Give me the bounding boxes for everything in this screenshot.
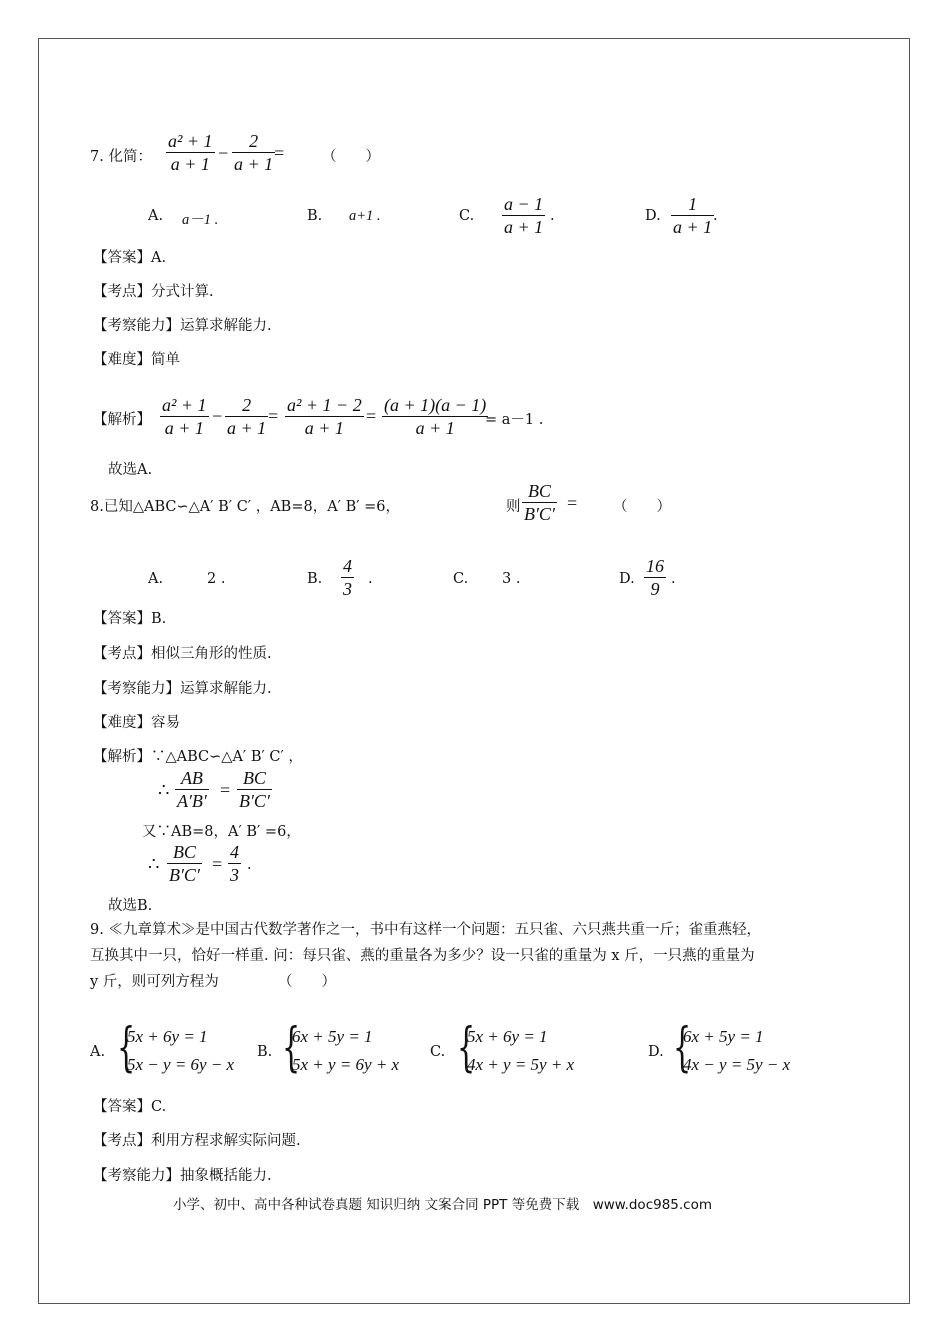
- q7-analysis-result: = a－1 .: [485, 412, 544, 428]
- q7-difficulty: 【难度】简单: [93, 352, 180, 368]
- q9-option-c-brace: {: [457, 1018, 476, 1078]
- q7-option-a-label: A.: [148, 208, 164, 224]
- q7-option-b: a+1 .: [349, 208, 381, 224]
- q7-analysis-fraction-2: 2 a + 1: [227, 395, 267, 438]
- q8-option-b-dot: .: [368, 571, 373, 587]
- q7-option-d-fraction: 1 a + 1: [673, 194, 713, 237]
- q9-option-b-label: B.: [257, 1044, 273, 1060]
- q9-option-a-system: [127, 1023, 234, 1079]
- q9-option-d-label: D.: [648, 1044, 664, 1060]
- q7-ability: 【考察能力】运算求解能力.: [93, 318, 272, 334]
- q8-analysis-fraction-3: BC B′C′: [169, 842, 200, 885]
- q9-option-c-label: C.: [430, 1044, 446, 1060]
- q7-kaodian: 【考点】分式计算.: [93, 284, 214, 300]
- q7-stem: 7. 化简：: [90, 149, 152, 165]
- q8-answer: 【答案】B.: [93, 611, 167, 627]
- q9-option-b-brace: {: [282, 1018, 301, 1078]
- q8-answer-bracket: （ ）: [613, 499, 671, 515]
- q9-option-d-brace: {: [673, 1018, 692, 1078]
- q7-analysis-label: 【解析】: [93, 412, 151, 428]
- q8-analysis-eq2: =: [212, 854, 223, 874]
- q8-analysis-dot: .: [247, 857, 252, 873]
- q7-fraction-1: a² + 1 a + 1: [168, 131, 213, 174]
- q9-option-c-eq2: 4x + y = 5y + x: [467, 1055, 575, 1074]
- q9-option-c-system: [467, 1023, 574, 1079]
- q8-option-b-label: B.: [307, 571, 323, 587]
- q9-answer: 【答案】C.: [93, 1099, 167, 1115]
- q8-kaodian: 【考点】相似三角形的性质.: [93, 646, 272, 662]
- q9-ability: 【考察能力】抽象概括能力.: [93, 1168, 272, 1184]
- q8-option-c: 3 .: [502, 571, 521, 587]
- q8-analysis-fraction-4: 4 3: [230, 842, 239, 885]
- q7-analysis-eq2: =: [366, 406, 377, 426]
- q8-therefore-2: ∴: [148, 854, 160, 874]
- q9-line1: 9. ≪九章算术≫是中国古代数学著作之一，书中有这样一个问题：五只雀、六只燕共重一斤；雀重燕轻，: [90, 922, 761, 938]
- q8-equals: =: [567, 493, 578, 513]
- q8-option-b-fraction: 4 3: [343, 556, 352, 599]
- q9-answer-bracket: （ ）: [278, 974, 336, 990]
- q8-difficulty: 【难度】容易: [93, 715, 180, 731]
- q8-option-d-fraction: 16 9: [646, 556, 664, 599]
- q8-ability: 【考察能力】运算求解能力.: [93, 681, 272, 697]
- q8-then: 则: [506, 499, 521, 515]
- q9-kaodian: 【考点】利用方程求解实际问题.: [93, 1133, 301, 1149]
- q7-conclusion: 故选A.: [108, 462, 153, 478]
- q9-option-a-eq1: 5x + 6y = 1: [127, 1027, 208, 1046]
- q7-option-a: a－1 .: [182, 212, 219, 228]
- q8-analysis-fraction-1: AB A′B′: [177, 768, 207, 811]
- q8-stem: 8.已知△ABC∽△A′ B′ C′ ，AB=8，A′ B′ =6，: [90, 499, 401, 515]
- q7-analysis-fraction-1: a² + 1 a + 1: [162, 395, 207, 438]
- q9-line2: 互换其中一只，恰好一样重. 问：每只雀、燕的重量各为多少？设一只雀的重量为 x 斤，一只燕的重量为: [90, 948, 755, 964]
- q9-line3: y 斤，则可列方程为: [90, 974, 219, 990]
- q9-option-b-system: [292, 1023, 399, 1079]
- footer-text: 小学、初中、高中各种试卷真题 知识归纳 文案合同 PPT 等免费下载 www.doc985.com: [173, 1197, 713, 1213]
- q7-option-c-fraction: a − 1 a + 1: [504, 194, 544, 237]
- q7-analysis-eq1: =: [268, 406, 279, 426]
- q7-option-c-dot: .: [550, 208, 555, 224]
- q7-minus: −: [218, 143, 229, 163]
- q8-analysis-line3: 又∵AB=8，A′ B′ =6，: [142, 824, 301, 840]
- q8-option-a: 2 .: [207, 571, 226, 587]
- q9-option-b-eq1: 6x + 5y = 1: [292, 1027, 373, 1046]
- q7-option-d-label: D.: [645, 208, 661, 224]
- q7-analysis-fraction-3: a² + 1 − 2 a + 1: [287, 395, 362, 438]
- q9-option-b-eq2: 5x + y = 6y + x: [292, 1055, 400, 1074]
- q9-option-a-eq2: 5x − y = 6y − x: [127, 1055, 235, 1074]
- page-border: [38, 38, 910, 1304]
- q7-option-b-label: B.: [307, 208, 323, 224]
- q9-option-a-brace: {: [117, 1018, 136, 1078]
- q7-fraction-2: 2 a + 1: [234, 131, 274, 174]
- q8-conclusion: 故选B.: [108, 898, 153, 914]
- q8-analysis-eq1: =: [220, 780, 231, 800]
- q9-option-d-eq1: 6x + 5y = 1: [683, 1027, 764, 1046]
- q8-option-d-label: D.: [619, 571, 635, 587]
- q9-option-a-label: A.: [90, 1044, 106, 1060]
- q9-option-c-eq1: 5x + 6y = 1: [467, 1027, 548, 1046]
- q7-answer: 【答案】A.: [93, 250, 167, 266]
- q7-answer-bracket: （ ）: [322, 149, 380, 165]
- q8-analysis-line1: 【解析】∵△ABC∽△A′ B′ C′ ，: [93, 749, 303, 765]
- q9-option-d-system: [683, 1023, 790, 1079]
- q7-analysis-fraction-4: (a + 1)(a − 1) a + 1: [384, 395, 487, 438]
- q9-option-d-eq2: 4x − y = 5y − x: [683, 1055, 791, 1074]
- q8-option-c-label: C.: [453, 571, 469, 587]
- q8-option-d-dot: .: [671, 571, 676, 587]
- q8-ratio-fraction: BC B′C′: [524, 481, 555, 524]
- q8-option-a-label: A.: [148, 571, 164, 587]
- q8-analysis-fraction-2: BC B′C′: [239, 768, 270, 811]
- q7-equals: =: [274, 143, 285, 163]
- q8-therefore-1: ∴: [158, 780, 170, 800]
- q7-analysis-minus: −: [212, 406, 223, 426]
- q7-option-c-label: C.: [459, 208, 475, 224]
- q7-option-d-dot: .: [713, 208, 718, 224]
